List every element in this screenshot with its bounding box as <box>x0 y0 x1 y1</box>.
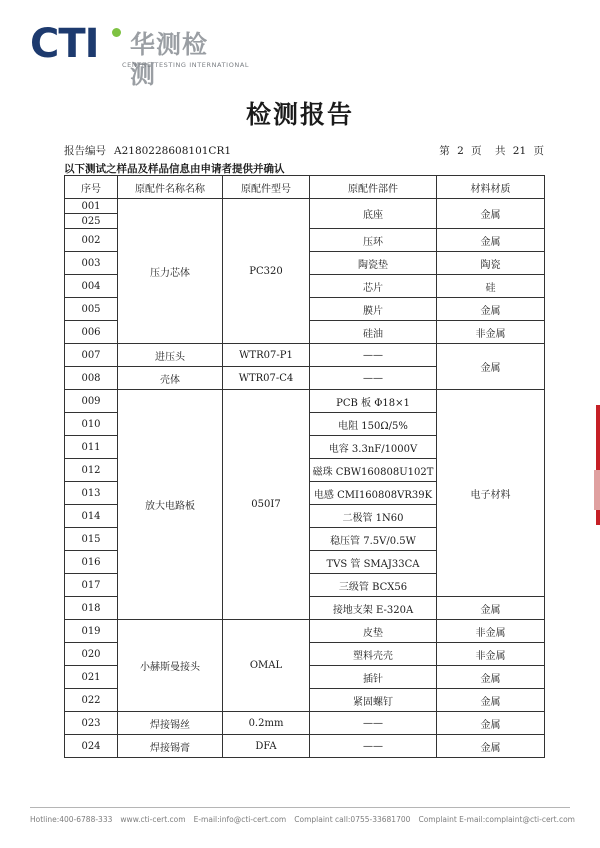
report-number-value: A2180228608101CR1 <box>114 145 232 157</box>
material-cell: 金属 <box>437 597 545 620</box>
logo-chinese-name: 华测检测 <box>130 30 209 89</box>
seq-cell: 008 <box>65 367 118 390</box>
part-cell: 电感 CMI160808VR39K <box>310 482 437 505</box>
footer-website: www.cti-cert.com <box>120 815 186 824</box>
seq-cell: 025 <box>65 214 118 229</box>
header-name: 原配件名称名称 <box>118 176 223 199</box>
material-cell: 金属 <box>437 666 545 689</box>
part-cell: 硅油 <box>310 321 437 344</box>
model-cell: DFA <box>223 735 310 758</box>
page-total-suffix: 页 <box>533 145 544 157</box>
page-prefix: 第 <box>439 145 450 157</box>
seq-cell: 024 <box>65 735 118 758</box>
model-cell: 0.2mm <box>223 712 310 735</box>
seq-cell: 012 <box>65 459 118 482</box>
model-cell: 050I7 <box>223 390 310 620</box>
part-cell: —— <box>310 367 437 390</box>
part-cell: 底座 <box>310 199 437 229</box>
page-info <box>435 143 544 158</box>
table-row <box>65 712 545 735</box>
footer-email: E-mail:info@cti-cert.com <box>193 815 287 824</box>
logo-brand: CTI <box>30 21 99 67</box>
footer-divider <box>30 807 570 808</box>
header-seq: 序号 <box>65 176 118 199</box>
report-number-line <box>64 143 239 158</box>
header-part: 原配件部件 <box>310 176 437 199</box>
part-cell: —— <box>310 712 437 735</box>
part-cell: 塑料壳壳 <box>310 643 437 666</box>
name-cell: 焊接锡膏 <box>118 735 223 758</box>
name-cell: 进压头 <box>118 344 223 367</box>
seq-cell: 007 <box>65 344 118 367</box>
model-cell: PC320 <box>223 199 310 344</box>
seq-cell: 009 <box>65 390 118 413</box>
model-cell: WTR07-C4 <box>223 367 310 390</box>
material-cell: 金属 <box>437 344 545 390</box>
page-total-prefix: 共 <box>494 145 506 157</box>
part-cell: 三级管 BCX56 <box>310 574 437 597</box>
part-cell: 膜片 <box>310 298 437 321</box>
part-cell: PCB 板 Φ18×1 <box>310 390 437 413</box>
table-row <box>65 344 545 367</box>
material-cell: 硅 <box>437 275 545 298</box>
name-cell: 压力芯体 <box>118 199 223 344</box>
part-cell: —— <box>310 735 437 758</box>
part-cell: 芯片 <box>310 275 437 298</box>
page-total: 21 <box>512 145 527 157</box>
part-cell: 磁珠 CBW160808U102T <box>310 459 437 482</box>
model-cell: OMAL <box>223 620 310 712</box>
report-number-label: 报告编号 <box>64 145 106 157</box>
seq-cell: 019 <box>65 620 118 643</box>
material-cell: 金属 <box>437 298 545 321</box>
name-cell: 焊接锡丝 <box>118 712 223 735</box>
seq-cell: 003 <box>65 252 118 275</box>
material-cell: 非金属 <box>437 321 545 344</box>
footer-complaint-call: Complaint call:0755-33681700 <box>294 815 411 824</box>
material-cell: 非金属 <box>437 620 545 643</box>
seq-cell: 020 <box>65 643 118 666</box>
seq-cell: 002 <box>65 229 118 252</box>
header-material: 材料材质 <box>437 176 545 199</box>
seq-cell: 017 <box>65 574 118 597</box>
edge-stamp-mark-faded <box>594 470 600 510</box>
seq-cell: 021 <box>65 666 118 689</box>
footer-hotline: Hotline:400-6788-333 <box>30 815 113 824</box>
report-title: 检测报告 <box>245 100 354 129</box>
logo-english-name: CENTRE TESTING INTERNATIONAL <box>122 61 250 69</box>
part-cell: —— <box>310 344 437 367</box>
table-row <box>65 199 545 214</box>
page-suffix: 页 <box>471 145 482 157</box>
seq-cell: 022 <box>65 689 118 712</box>
model-cell: WTR07-P1 <box>223 344 310 367</box>
sample-notice: 以下测试之样品及样品信息由申请者提供并确认 <box>64 163 285 175</box>
name-cell: 放大电路板 <box>118 390 223 620</box>
table-row <box>65 390 545 413</box>
footer-complaint-email: Complaint E-mail:complaint@cti-cert.com <box>418 815 575 824</box>
seq-cell: 011 <box>65 436 118 459</box>
company-logo <box>30 21 250 89</box>
name-cell: 壳体 <box>118 367 223 390</box>
seq-cell: 001 <box>65 199 118 214</box>
component-table <box>64 175 545 758</box>
material-cell: 金属 <box>437 689 545 712</box>
material-cell: 金属 <box>437 712 545 735</box>
part-cell: 皮垫 <box>310 620 437 643</box>
part-cell: 陶瓷垫 <box>310 252 437 275</box>
part-cell: 压环 <box>310 229 437 252</box>
part-cell: 接地支架 E-320A <box>310 597 437 620</box>
part-cell: 电容 3.3nF/1000V <box>310 436 437 459</box>
material-cell: 金属 <box>437 229 545 252</box>
seq-cell: 015 <box>65 528 118 551</box>
seq-cell: 006 <box>65 321 118 344</box>
page-current: 2 <box>457 145 464 157</box>
table-row <box>65 735 545 758</box>
table-header-row <box>65 176 545 199</box>
seq-cell: 018 <box>65 597 118 620</box>
material-cell: 非金属 <box>437 643 545 666</box>
part-cell: 紧固螺钉 <box>310 689 437 712</box>
part-cell: 稳压管 7.5V/0.5W <box>310 528 437 551</box>
table-row <box>65 620 545 643</box>
part-cell: 二极管 1N60 <box>310 505 437 528</box>
seq-cell: 005 <box>65 298 118 321</box>
material-cell: 金属 <box>437 199 545 229</box>
seq-cell: 010 <box>65 413 118 436</box>
logo-dot-icon <box>112 28 121 37</box>
name-cell: 小赫斯曼接头 <box>118 620 223 712</box>
footer <box>30 815 575 824</box>
material-cell: 陶瓷 <box>437 252 545 275</box>
header-model: 原配件型号 <box>223 176 310 199</box>
seq-cell: 023 <box>65 712 118 735</box>
part-cell: 插针 <box>310 666 437 689</box>
seq-cell: 016 <box>65 551 118 574</box>
material-cell: 电子材料 <box>437 390 545 597</box>
seq-cell: 013 <box>65 482 118 505</box>
part-cell: 电阻 150Ω/5% <box>310 413 437 436</box>
seq-cell: 004 <box>65 275 118 298</box>
part-cell: TVS 管 SMAJ33CA <box>310 551 437 574</box>
material-cell: 金属 <box>437 735 545 758</box>
seq-cell: 014 <box>65 505 118 528</box>
